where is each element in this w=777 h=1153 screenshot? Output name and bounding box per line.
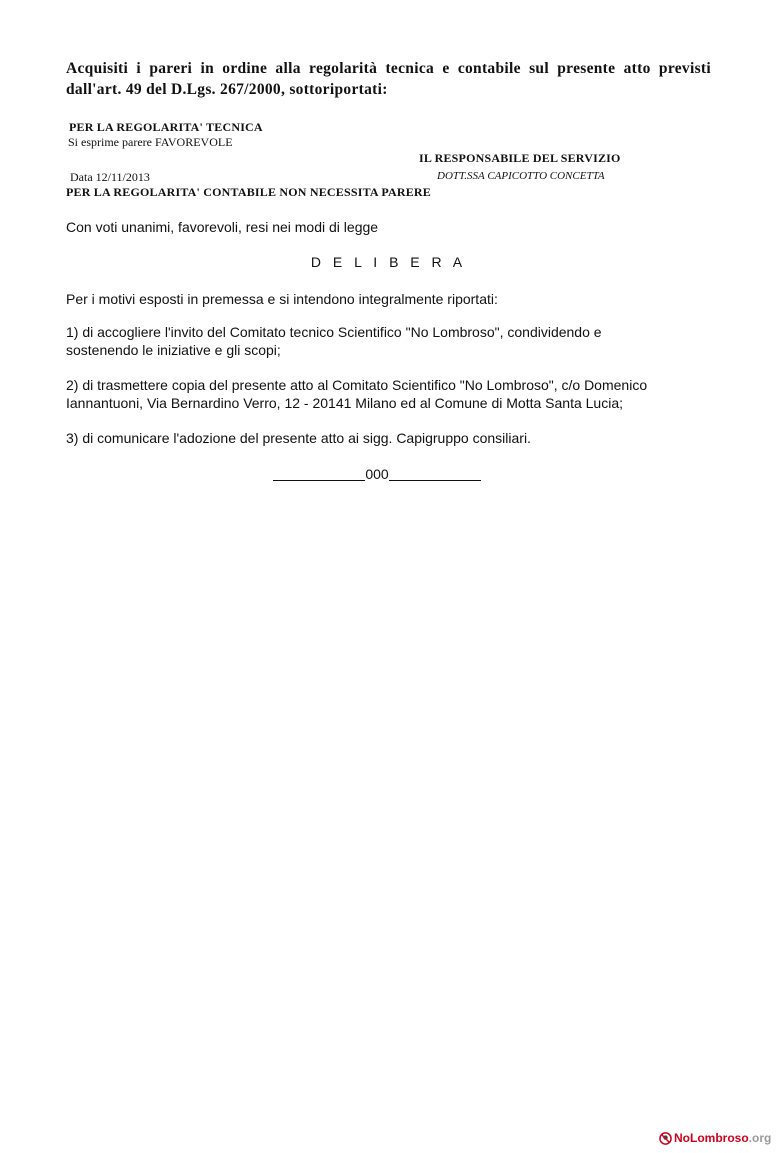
no-lombroso-logo-icon bbox=[659, 1132, 672, 1145]
divider-text: 000 bbox=[365, 466, 389, 482]
watermark bbox=[659, 1131, 771, 1145]
intro-paragraph: Acquisiti i pareri in ordine alla regolarità tecnica e contabile sul presente atto previsti dall'art. 49 del D.Lgs. 267/2000, sottoriportati: bbox=[66, 60, 711, 98]
point-1-line-1: 1) di accogliere l'invito del Comitato tecnico Scientifico "No Lombroso", condividendo e bbox=[66, 324, 602, 340]
responsabile-name: DOTT.SSA CAPICOTTO CONCETTA bbox=[437, 170, 605, 182]
point-1-line-2: sostenendo le iniziative e gli scopi; bbox=[66, 342, 281, 358]
tecnica-parere: Si esprime parere FAVOREVOLE bbox=[68, 135, 233, 149]
watermark-no: No bbox=[674, 1131, 690, 1145]
watermark-org: .org bbox=[748, 1131, 772, 1145]
contabile-heading: PER LA REGOLARITA' CONTABILE NON NECESSITA PARERE bbox=[66, 185, 431, 199]
point-2-line-2: Iannantuoni, Via Bernardino Verro, 12 - 20141 Milano ed al Comune di Motta Santa Lucia; bbox=[66, 395, 623, 411]
motivi-text: Per i motivi esposti in premessa e si intendono integralmente riportati: bbox=[66, 291, 498, 307]
point-2-line-1: 2) di trasmettere copia del presente atto al Comitato Scientifico "No Lombroso", c/o Domenico bbox=[66, 377, 648, 393]
divider-line-left bbox=[273, 480, 365, 481]
watermark-lombroso: Lombroso bbox=[690, 1131, 749, 1145]
delibera-title: D E L I B E R A bbox=[310, 254, 467, 270]
tecnica-heading: PER LA REGOLARITA' TECNICA bbox=[69, 120, 263, 134]
point-3 bbox=[66, 429, 531, 447]
voti-text: Con voti unanimi, favorevoli, resi nei modi di legge bbox=[66, 219, 379, 235]
point-3-line-1: 3) di comunicare l'adozione del presente atto ai sigg. Capigruppo consiliari. bbox=[66, 430, 531, 446]
responsabile-title: IL RESPONSABILE DEL SERVIZIO bbox=[419, 151, 621, 165]
closing-divider bbox=[272, 466, 482, 482]
divider-line-right bbox=[389, 480, 481, 481]
point-2 bbox=[66, 376, 647, 412]
tecnica-date: Data 12/11/2013 bbox=[70, 170, 150, 184]
point-1 bbox=[66, 323, 602, 359]
